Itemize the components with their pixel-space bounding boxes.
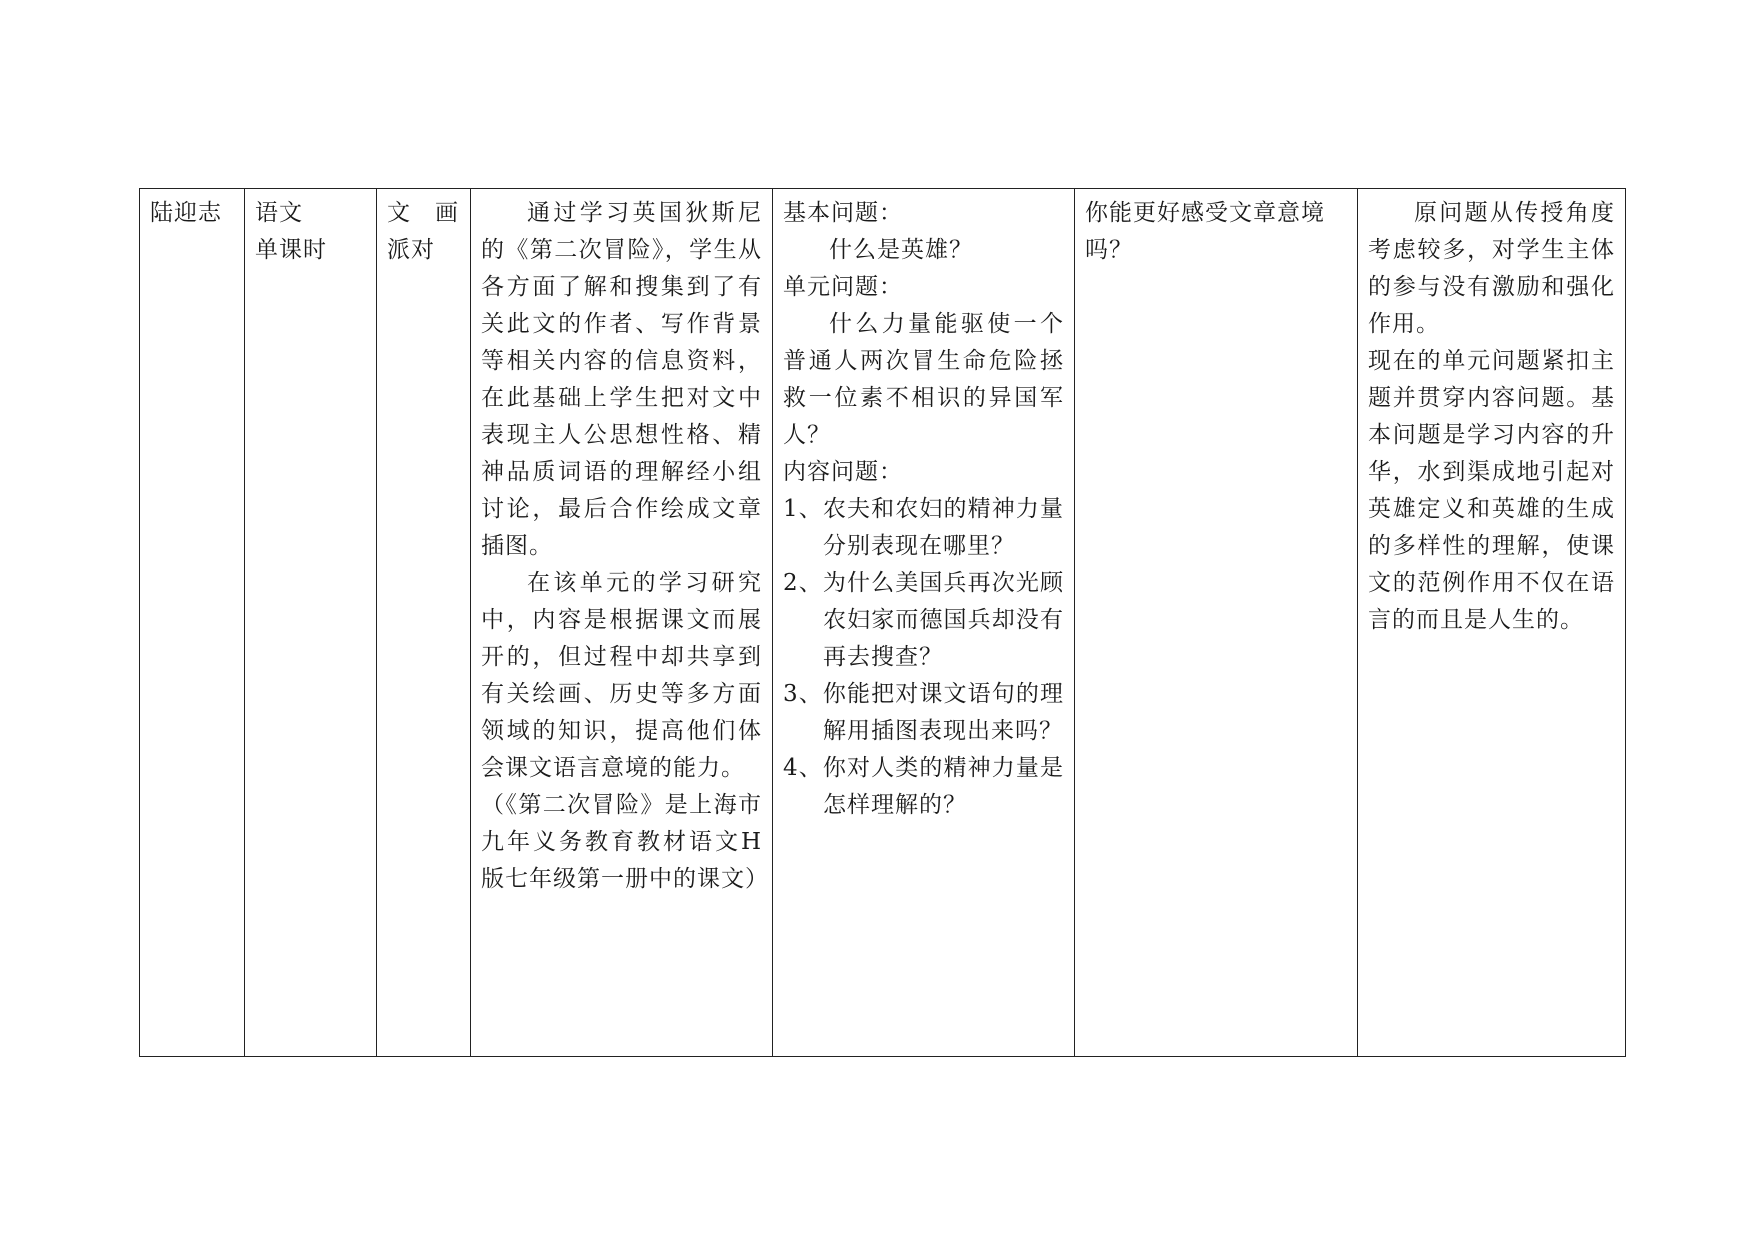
revised-question-cell: [1075, 189, 1358, 1057]
teacher-cell: [140, 189, 245, 1057]
subject-line: 语文: [255, 200, 303, 226]
content-question-item: 1、农夫和农妇的精神力量分别表现在哪里？: [783, 496, 1064, 559]
description-paragraph: 在该单元的学习研究中，内容是根据课文而展开的，但过程中却共享到有关绘画、历史等多方面领域的知识，提高他们体会课文语言意境的能力。: [481, 570, 762, 781]
unit-question-label: 单元问题：: [783, 274, 903, 300]
questions-cell: [773, 189, 1075, 1057]
title-cell: [377, 189, 471, 1057]
comment-cell: [1358, 189, 1626, 1057]
description-cell: [471, 189, 773, 1057]
description-paragraph: 通过学习英国狄斯尼的《第二次冒险》，学生从各方面了解和搜集到了有关此文的作者、写作背景等相关内容的信息资料，在此基础上学生把对文中表现主人公思想性格、精神品质词语的理解经小组讨论，最后合作绘成文章插图。: [481, 200, 762, 559]
table-row: [140, 189, 1626, 1057]
revised-question: 你能更好感受文章意境吗？: [1085, 200, 1325, 263]
content-question-item: 2、为什么美国兵再次光顾农妇家而德国兵却没有再去搜查？: [783, 570, 1064, 670]
title-line-2: 派对: [387, 237, 435, 263]
description-note: （《第二次冒险》是上海市九年义务教育教材语文H版七年级第一册中的课文）: [481, 792, 769, 892]
basic-question-label: 基本问题：: [783, 200, 903, 226]
lesson-table: [139, 188, 1626, 1057]
comment-paragraph: 原问题从传授角度考虑较多，对学生主体的参与没有激励和强化作用。: [1368, 200, 1615, 337]
basic-question: 什么是英雄？: [829, 237, 973, 263]
teacher-name: 陆迎志: [150, 200, 222, 226]
content-question-label: 内容问题：: [783, 459, 903, 485]
content-question-item: 3、你能把对课文语句的理解用插图表现出来吗？: [783, 681, 1064, 744]
unit-question: 什么力量能驱使一个普通人两次冒生命危险拯救一位素不相识的异国军人？: [783, 311, 1064, 448]
comment-paragraph: 现在的单元问题紧扣主题并贯穿内容问题。基本问题是学习内容的升华，水到渠成地引起对英雄定义和英雄的生成的多样性的理解，使课文的范例作用不仅在语言的而且是人生的。: [1368, 348, 1615, 633]
subject-cell: [245, 189, 377, 1057]
lesson-type-line: 单课时: [255, 237, 327, 263]
content-question-item: 4、你对人类的精神力量是怎样理解的？: [783, 755, 1064, 818]
title-line-1: 文 画: [387, 200, 459, 226]
